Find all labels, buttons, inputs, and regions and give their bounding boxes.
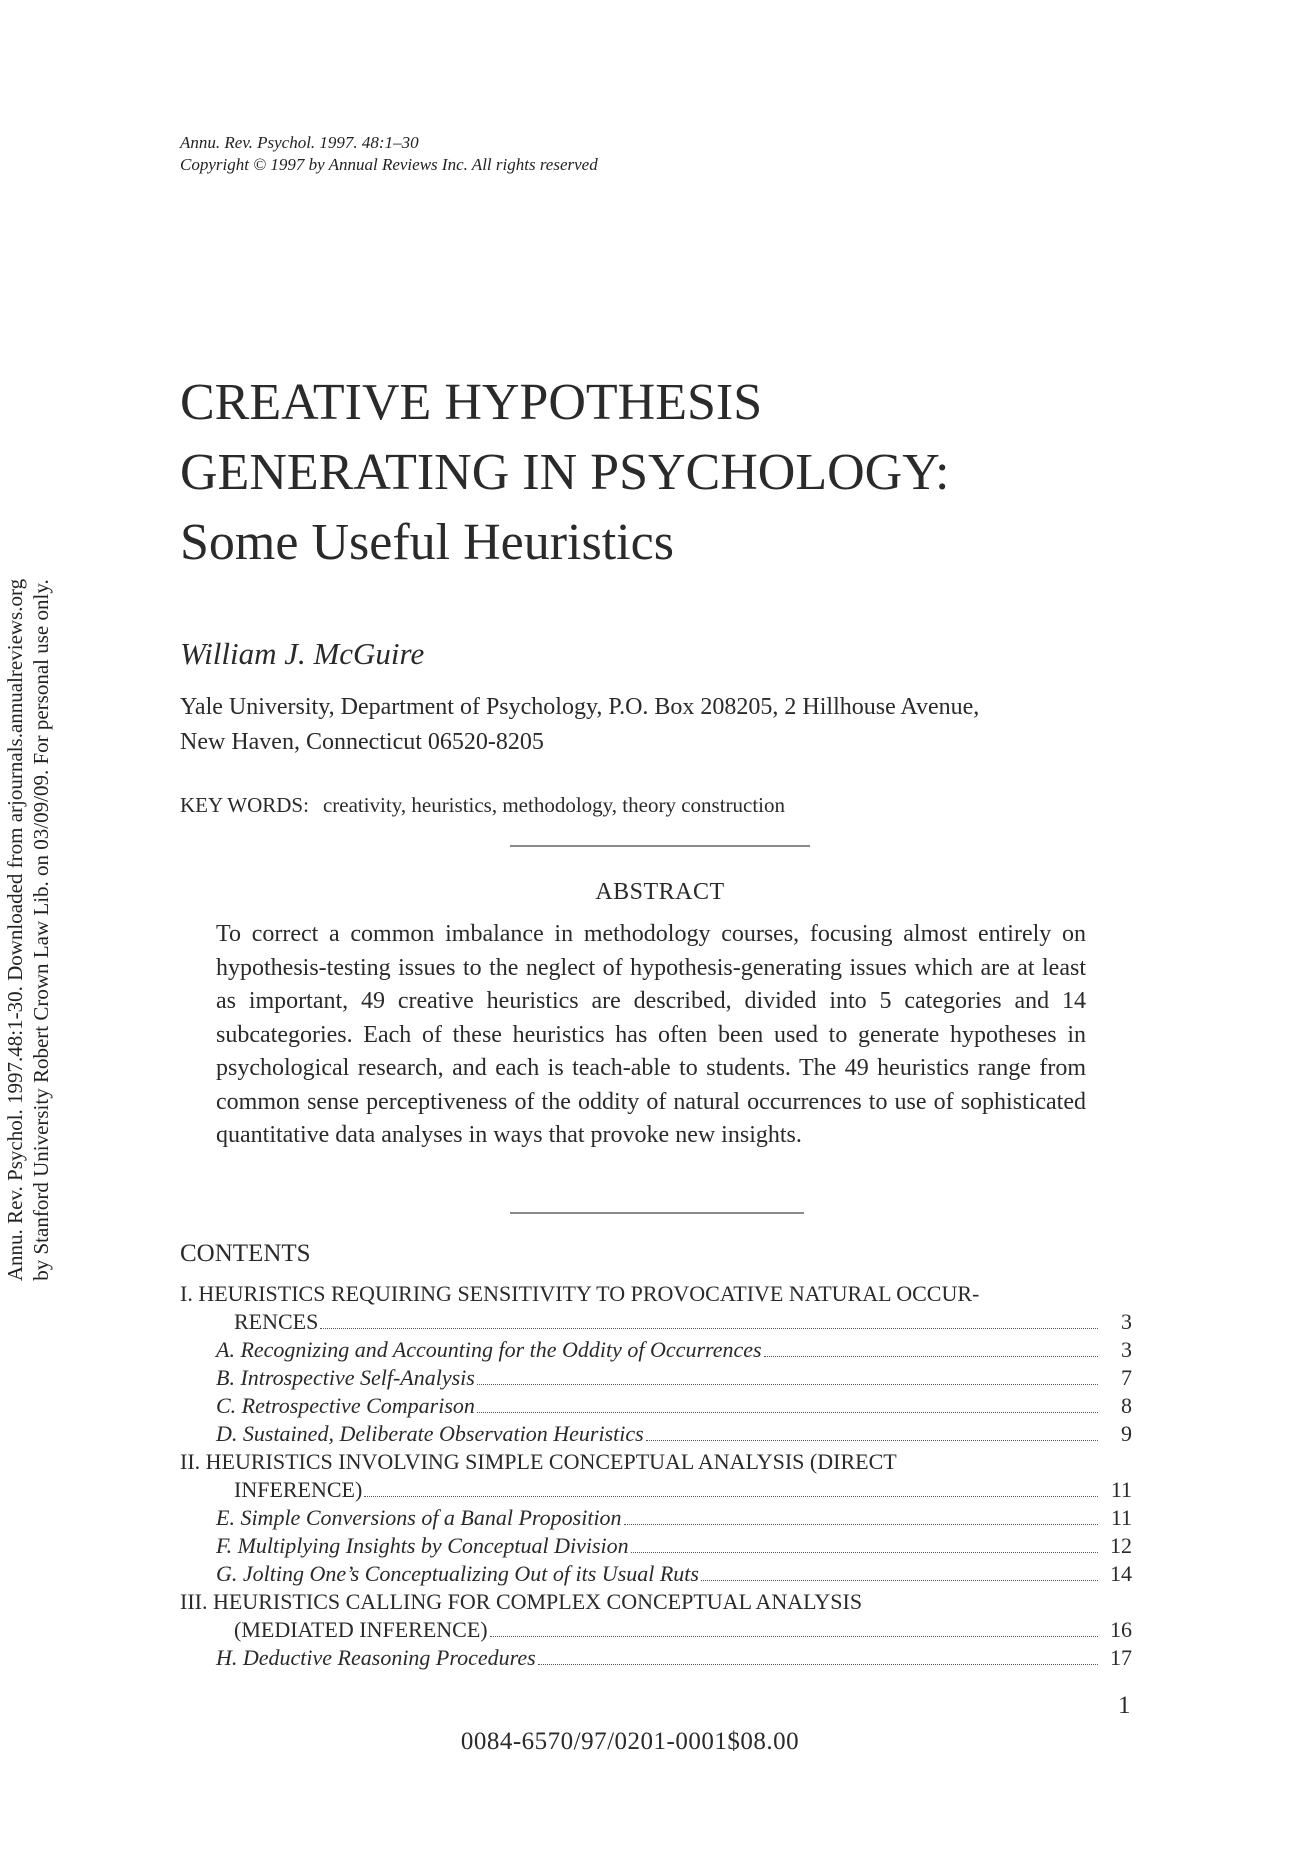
toc-leader-dots bbox=[320, 1328, 1098, 1329]
divider-bottom bbox=[510, 1212, 804, 1214]
toc-page-number: 9 bbox=[1121, 1421, 1132, 1446]
download-watermark-line1: Annu. Rev. Psychol. 1997.48:1-30. Downloaded from arjournals.annualreviews.org bbox=[3, 578, 27, 1282]
affiliation-line-2: New Haven, Connecticut 06520-8205 bbox=[180, 729, 544, 755]
toc-item bbox=[180, 1560, 1132, 1588]
toc-row bbox=[180, 1476, 1132, 1504]
toc-page-number: 7 bbox=[1121, 1365, 1132, 1390]
divider-top bbox=[510, 845, 810, 847]
author-affiliation bbox=[180, 690, 1140, 760]
page-number: 1 bbox=[1118, 1692, 1131, 1719]
toc-page-number: 14 bbox=[1110, 1561, 1132, 1586]
toc-leader-dots bbox=[364, 1496, 1098, 1497]
toc-row bbox=[180, 1616, 1132, 1644]
toc-item-label: F. Multiplying Insights by Conceptual Division bbox=[216, 1533, 629, 1558]
toc-page-number: 12 bbox=[1110, 1533, 1132, 1558]
toc-page-number: 3 bbox=[1121, 1337, 1132, 1362]
toc-row bbox=[180, 1308, 1132, 1336]
toc-item-label: D. Sustained, Deliberate Observation Heuristics bbox=[216, 1421, 644, 1446]
toc-page-number: 17 bbox=[1110, 1645, 1132, 1670]
toc-section-title: II. HEURISTICS INVOLVING SIMPLE CONCEPTUAL ANALYSIS (DIRECT bbox=[180, 1449, 897, 1474]
download-watermark-line2: by Stanford University Robert Crown Law Lib. on 03/09/09. For personal use only. bbox=[29, 579, 53, 1281]
copyright-notice: Copyright © 1997 by Annual Reviews Inc. All rights reserved bbox=[180, 155, 598, 174]
toc-item bbox=[180, 1336, 1132, 1364]
toc-section-title: III. HEURISTICS CALLING FOR COMPLEX CONCEPTUAL ANALYSIS bbox=[180, 1589, 863, 1614]
toc-item bbox=[180, 1532, 1132, 1560]
toc-item bbox=[180, 1364, 1132, 1392]
toc-item bbox=[180, 1504, 1132, 1532]
title-line-1: CREATIVE HYPOTHESIS bbox=[180, 374, 763, 431]
article-title bbox=[180, 368, 949, 578]
toc-section bbox=[180, 1448, 1132, 1588]
toc-page-number: 3 bbox=[1121, 1309, 1132, 1334]
toc-page-number: 11 bbox=[1110, 1505, 1132, 1530]
toc-item bbox=[180, 1644, 1132, 1672]
keywords-text: creativity, heuristics, methodology, theory construction bbox=[322, 793, 786, 817]
toc-leader-dots bbox=[764, 1356, 1098, 1357]
toc-item-label: B. Introspective Self-Analysis bbox=[216, 1365, 475, 1390]
author-name: William J. McGuire bbox=[180, 636, 425, 671]
title-line-3: Some Useful Heuristics bbox=[180, 514, 674, 571]
journal-header bbox=[180, 132, 598, 176]
toc-item-label: H. Deductive Reasoning Procedures bbox=[216, 1645, 536, 1670]
toc-item-label: A. Recognizing and Accounting for the Oddity of Occurrences bbox=[216, 1337, 762, 1362]
toc-leader-dots bbox=[538, 1664, 1098, 1665]
toc-leader-dots bbox=[701, 1580, 1098, 1581]
toc-section-title-cont: RENCES bbox=[234, 1309, 319, 1334]
title-line-2: GENERATING IN PSYCHOLOGY: bbox=[180, 444, 950, 501]
toc-item-label: G. Jolting One’s Conceptualizing Out of its Usual Ruts bbox=[216, 1561, 699, 1586]
toc-page-number: 11 bbox=[1110, 1477, 1132, 1502]
affiliation-line-1: Yale University, Department of Psychology, P.O. Box 208205, 2 Hillhouse Avenue, bbox=[180, 694, 980, 720]
toc-section bbox=[180, 1588, 1132, 1672]
abstract-heading: ABSTRACT bbox=[595, 879, 725, 905]
toc-item-label: E. Simple Conversions of a Banal Proposition bbox=[216, 1505, 622, 1530]
toc-leader-dots bbox=[646, 1440, 1098, 1441]
download-watermark bbox=[2, 520, 54, 1340]
contents-heading: CONTENTS bbox=[180, 1240, 311, 1267]
toc-leader-dots bbox=[490, 1636, 1098, 1637]
abstract-text: To correct a common imbalance in methodology courses, focusing almost entirely on hypothesis-testing issues to the neglect of hypothesis-generating issues which are at least as important, 49 creative heuristics are described, divided into 5 categories and 14 subcategories. Each of these heuristics has often been used to generate hypotheses in psychological research, and each is teach-able to students. The 49 heuristics range from common sense perceptiveness of the oddity of natural occurrences to use of sophisticated quantitative data analyses in ways that provoke new insights. bbox=[216, 921, 1086, 1148]
keywords bbox=[180, 793, 785, 818]
toc-page-number: 16 bbox=[1110, 1617, 1132, 1642]
toc-section bbox=[180, 1280, 1132, 1448]
price-code: 0084-6570/97/0201-0001$08.00 bbox=[460, 1728, 800, 1755]
journal-citation: Annu. Rev. Psychol. 1997. 48:1–30 bbox=[180, 133, 419, 152]
table-of-contents bbox=[180, 1280, 1132, 1672]
toc-leader-dots bbox=[477, 1384, 1098, 1385]
toc-page-number: 8 bbox=[1121, 1393, 1132, 1418]
keywords-label: KEY WORDS: bbox=[180, 793, 309, 817]
toc-section-title-cont: (MEDIATED INFERENCE) bbox=[234, 1617, 488, 1642]
toc-item bbox=[180, 1392, 1132, 1420]
toc-item-label: C. Retrospective Comparison bbox=[216, 1393, 475, 1418]
toc-section-title: I. HEURISTICS REQUIRING SENSITIVITY TO PROVOCATIVE NATURAL OCCUR- bbox=[180, 1281, 980, 1306]
toc-leader-dots bbox=[624, 1524, 1098, 1525]
toc-leader-dots bbox=[477, 1412, 1098, 1413]
toc-item bbox=[180, 1420, 1132, 1448]
toc-section-title-cont: INFERENCE) bbox=[234, 1477, 363, 1502]
toc-leader-dots bbox=[631, 1552, 1098, 1553]
